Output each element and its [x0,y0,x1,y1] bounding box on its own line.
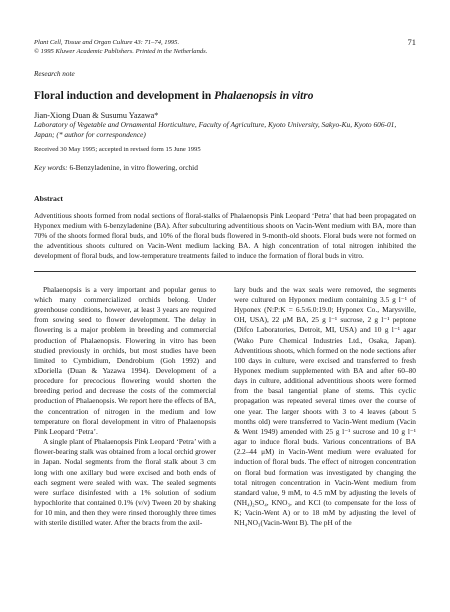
page-number: 71 [407,37,416,47]
received-dates: Received 30 May 1995; accepted in revised form 15 June 1995 [34,146,201,154]
running-header [34,38,416,56]
author-affiliation: Laboratory of Vegetable and Ornamental Horticulture, Faculty of Agriculture, Kyoto University, Sakyo-Ku, Kyoto 606-01, Japan; (* author for correspondence) [34,120,397,139]
section-divider [34,271,416,272]
body-column-left [34,285,216,529]
body-columns [34,285,416,529]
author-list: Jian-Xiong Duan & Susumu Yazawa* [34,111,159,120]
body-paragraph: A single plant of Phalaenopsis Pink Leopard ‘Petra’ with a flower-bearing stalk was obtained from a local orchid grower in Japan. Nodal segments from the floral stalk about 3 cm long with one axillary bud were excised and both ends of each segment were sealed with wax. The sealed segments were surface disinfested with a 1% solution of sodium hypochlorite that contained 0.1% (v/v) Tween 20 by shaking for 10 min, and then they were rinsed thoroughly three times with sterile distilled water. After the bracts from the axil- [34,437,216,528]
keywords-label: Key words: [34,163,68,173]
body-paragraph: lary buds and the wax seals were removed, the segments were cultured on Hyponex medium containing 3.5 g l⁻¹ of Hyponex (N:P:K = 6.5:6.0:19.0; Hyponex Co., Marysville, OH, USA), 22 μM BA, 25 g l⁻¹ sucrose, 2 g l⁻¹ peptone (Difco Laboratories, Detroit, MI, USA) and 10 g l⁻¹ agar (Wako Pure Chemical Industries Ltd., Osaka, Japan). Adventitious shoots, which formed on the node sections after 100 days in culture, were excised and transferred to fresh Hyponex medium supplemented with BA and after 60–80 days in culture, additional adventitious shoots were formed from the basal tangential plane of stems. This cyclic propagation was repeated several times over the course of one year. The larger shoots with 3 to 4 leaves (about 5 months old) were transferred to Vacin-Went medium (Vacin & Went 1949) amended with 25 g l⁻¹ sucrose and 10 g l⁻¹ agar to induce floral buds. Various concentrations of BA (2.2–44 μM) in Vacin-Went medium were evaluated for induction of floral buds. The effect of nitrogen concentration on floral bud formation was investigated by changing the total nitrogen concentration in Vacin-Went medium from standard value, 9 mM, to 4.5 mM by adjusting the levels of (NH₄)₂SO₄, KNO₃, and KCl (to compensate for the loss of K; Vacin-Went A) or to 18 mM by adjusting the level of NH₄NO₃(Vacin-Went B). The pH of the [234,284,416,528]
keywords [34,163,416,172]
journal-citation: Plant Cell, Tissue and Organ Culture 43: 71–74, 1995. [34,39,180,46]
article-title [34,90,416,102]
title-text: Floral induction and development in [34,90,215,102]
title-italic-text: Phalaenopsis in vitro [214,90,314,102]
abstract-heading: Abstract [34,194,64,204]
keywords-text: 6-Benzyladenine, in vitro flowering, orchid [67,163,198,173]
article-type-label: Research note [34,70,75,78]
paper-page [34,38,416,528]
publisher-line: © 1995 Kluwer Academic Publishers. Printed in the Netherlands. [34,48,208,55]
abstract-text: Adventitious shoots formed from nodal sections of floral-stalks of Phalaenopsis Pink Leopard ‘Petra’ that had been propagated on Hyponex medium with 6-benzyladenine (BA). After subculturing adventitious shoots on Vacin-Went medium with BA, more than 70% of the shoots formed floral buds, and 10% of the floral buds flowered in 9-month-old shoots. Floral buds were not formed on the adventitious shoots cultured on Vacin-Went medium lacking BA. A high concentration of total nitrogen inhibited the development of floral buds, and low-temperature treatments failed to induce the formation of floral buds in vitro. [34,211,416,260]
body-paragraph: Phalaenopsis is a very important and popular genus to which many commercialized orchids belong. Under greenhouse conditions, however, at least 3 years are required from sowing seed to flower development. The delay in flowering is a major problem in breeding and commercial production of Phalaenopsis. Flowering in vitro has been studied previously in orchids, but most studies have been limited to Cymbidium, Dendrobium (Goh 1992) and xDoriella (Duan & Yazawa 1994). Development of a procedure for precocious flowering would shorten the breeding period and decrease the costs of the commercial production of Phalaenopsis. We report here the effects of BA, the concentration of nitrogen in the medium and low temperature on floral development in vitro of Phalaenopsis Pink Leopard ‘Petra’. [34,284,216,436]
body-column-right [234,285,416,529]
